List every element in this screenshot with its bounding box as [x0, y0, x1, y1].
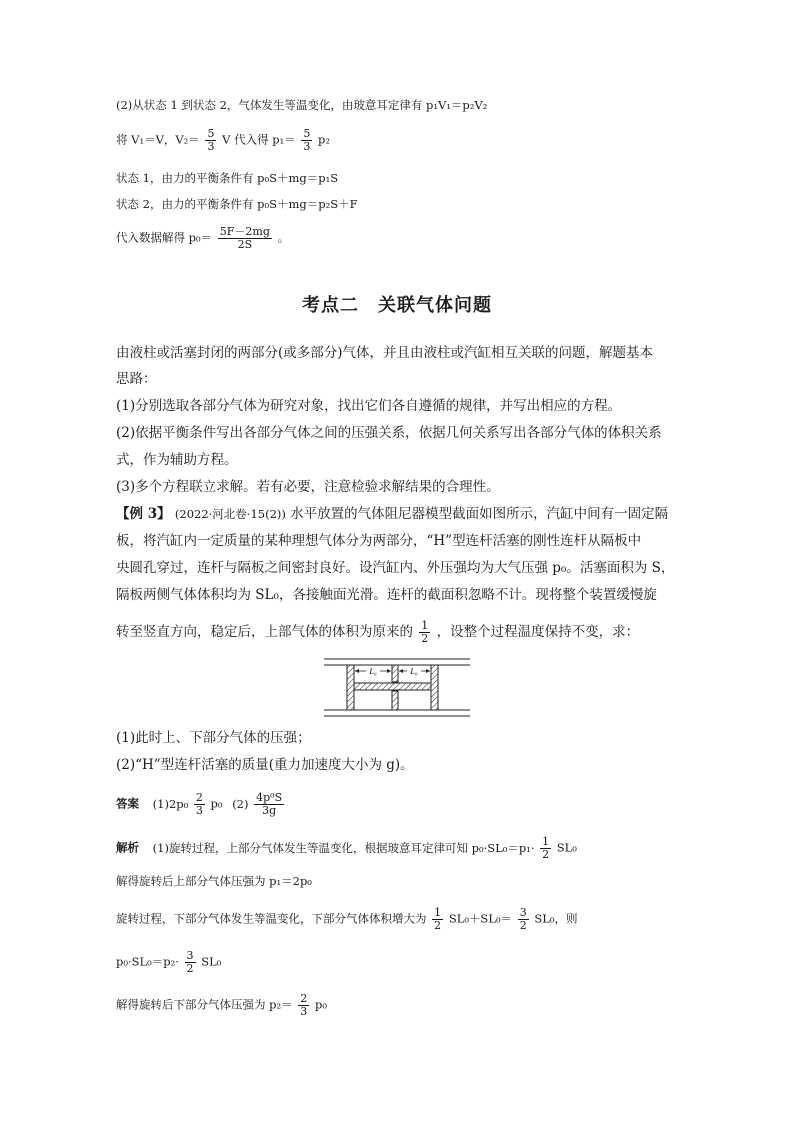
- fraction-denominator: 3: [300, 1005, 308, 1018]
- example-source: (2022·河北卷·15(2)): [174, 507, 286, 521]
- analysis-text: 旋转过程，下部分气体发生等温变化，下部分气体体积增大为: [116, 911, 427, 926]
- example-text: 转至竖直方向，稳定后，上部气体的体积为原来的: [116, 624, 413, 640]
- fraction-numerator: 4p⁰S: [256, 791, 283, 804]
- solution-line-2: [116, 128, 330, 153]
- analysis-text: SL₀，则: [534, 911, 578, 926]
- solution-line-4: 状态 2，由力的平衡条件有 p₀S＋mg＝p₂S＋F: [116, 197, 358, 211]
- fraction: [218, 226, 272, 251]
- fraction: [254, 792, 284, 817]
- analysis-text: 解得旋转后下部分气体压强为 p₂＝: [116, 997, 293, 1012]
- answer-part-1: (1)2p₀: [152, 796, 189, 811]
- fraction-denominator: 3: [303, 140, 311, 153]
- answer-part-1-b: p₀: [210, 796, 223, 811]
- example-text: ，设整个过程温度保持不变，求：: [436, 624, 640, 640]
- section-title: 考点二 关联气体问题: [302, 295, 492, 316]
- example-text: 水平放置的气体阻尼器模型截面如图所示，汽缸中间有一固定隔: [290, 506, 669, 522]
- solution-text: V 代入得 p₁＝: [222, 132, 296, 147]
- method-step-2-line-1: (2)依据平衡条件写出各部分气体之间的压强关系，依据几何关系写出各部分气体的体积关系: [116, 425, 662, 441]
- partition-lower: [392, 691, 398, 710]
- fraction: [518, 907, 529, 932]
- method-intro-line-2: 思路：: [116, 371, 157, 387]
- solution-text: 。: [277, 230, 290, 245]
- fraction-denominator: 2: [542, 848, 550, 861]
- fraction-numerator: 1: [434, 906, 442, 919]
- analysis-line-2: 解得旋转后上部分气体压强为 p₁＝2p₀: [116, 874, 312, 888]
- solution-text: p₂: [318, 132, 330, 147]
- fraction-numerator: 5: [207, 127, 215, 140]
- solution-equation: p₁V₁＝p₂V₂: [426, 98, 488, 112]
- analysis-line-3: [116, 907, 578, 932]
- fraction-denominator: 2S: [237, 238, 253, 251]
- fraction-numerator: 1: [542, 835, 550, 848]
- example-line-3: 央圆孔穿过，连杆与隔板之间密封良好。设汽缸内、外压强均为大气压强 p₀。活塞面积为 S，: [116, 560, 675, 576]
- fraction: [540, 836, 551, 861]
- fraction-denominator: 2: [421, 632, 429, 645]
- fraction: [298, 993, 309, 1018]
- analysis-text: (1)旋转过程，上部分气体发生等温变化，根据玻意耳定律可知 p₀·SL₀＝p₁·: [152, 840, 535, 855]
- left-piston: [347, 665, 354, 710]
- analysis-line-5: [116, 993, 327, 1018]
- analysis-text: SL₀: [556, 840, 577, 855]
- analysis-text: SL₀＋SL₀＝: [448, 911, 513, 926]
- right-piston: [431, 665, 438, 710]
- solution-text: (2)从状态 1 到状态 2，气体发生等温变化，由玻意耳定律有: [116, 98, 423, 112]
- fraction-denominator: 2: [186, 962, 194, 975]
- example-tag: 【例 3】: [116, 506, 171, 522]
- fraction: [432, 907, 443, 932]
- fraction: [194, 792, 205, 817]
- method-intro-line-1: 由液柱或活塞封闭的两部分(或多部分)气体，并且由液柱或汽缸相互关联的问题，解题基本: [116, 345, 654, 361]
- fraction-numerator: 3: [186, 949, 194, 962]
- question-2: (2)“H”型连杆活塞的质量(重力加速度大小为 g)。: [116, 757, 414, 773]
- method-step-3: (3)多个方程联立求解。若有必要，注意检验求解结果的合理性。: [116, 479, 500, 495]
- analysis-text: p₀·SL₀＝p₂·: [116, 954, 179, 969]
- fraction: [419, 620, 430, 645]
- fraction: [301, 128, 312, 153]
- cylinder-wall-top: [324, 659, 470, 665]
- fraction-numerator: 5: [303, 127, 311, 140]
- analysis-line-4: [116, 950, 221, 975]
- analysis-label: 解析: [116, 840, 139, 855]
- answer-line: [116, 792, 286, 817]
- solution-line-3: 状态 1，由力的平衡条件有 p₀S＋mg＝p₁S: [116, 171, 339, 185]
- fraction-denominator: 3: [207, 140, 215, 153]
- example-line-1: [116, 506, 668, 522]
- fraction: [185, 950, 196, 975]
- solution-text: 代入数据解得 p₀＝: [116, 230, 213, 245]
- question-1: (1)此时上、下部分气体的压强；: [116, 730, 311, 746]
- fraction-denominator: 2: [519, 919, 527, 932]
- fraction-denominator: 2: [434, 919, 442, 932]
- fraction-numerator: 2: [300, 992, 308, 1005]
- connecting-rod: [354, 683, 431, 690]
- answer-label: 答案: [116, 796, 139, 811]
- method-step-2-line-2: 式，作为辅助方程。: [116, 452, 238, 468]
- solution-text: 将 V₁＝V，V₂＝: [116, 132, 200, 147]
- fraction-numerator: 5F－2mg: [219, 225, 270, 238]
- analysis-line-1: [116, 836, 577, 861]
- fraction-denominator: 3: [195, 804, 203, 817]
- analysis-text: p₀: [314, 997, 327, 1012]
- right-length-label: L₀: [410, 667, 418, 676]
- analysis-text: SL₀: [201, 954, 222, 969]
- example-line-5: [116, 620, 639, 645]
- example-line-2: 板，将汽缸内一定质量的某种理想气体分为两部分，“H”型连杆活塞的刚性连杆从隔板中: [116, 533, 642, 549]
- method-step-1: (1)分别选取各部分气体为研究对象，找出它们各自遵循的规律，并写出相应的方程。: [116, 398, 622, 414]
- cylinder-wall-bottom: [324, 710, 470, 716]
- fraction-numerator: 2: [195, 791, 203, 804]
- solution-line-1: [116, 97, 487, 113]
- fraction-numerator: 1: [421, 619, 429, 632]
- fraction-denominator: 3g: [262, 804, 277, 817]
- solution-line-5: [116, 226, 289, 251]
- fraction: [205, 128, 216, 153]
- left-length-label: L₀: [369, 667, 377, 676]
- partition-upper: [392, 665, 398, 682]
- answer-part-2: (2): [232, 796, 249, 811]
- fraction-numerator: 3: [519, 906, 527, 919]
- gas-damper-figure: [324, 657, 470, 719]
- example-line-4: 隔板两侧气体体积均为 SL₀，各接触面光滑。连杆的截面积忽略不计。现将整个装置缓慢旋: [116, 587, 657, 603]
